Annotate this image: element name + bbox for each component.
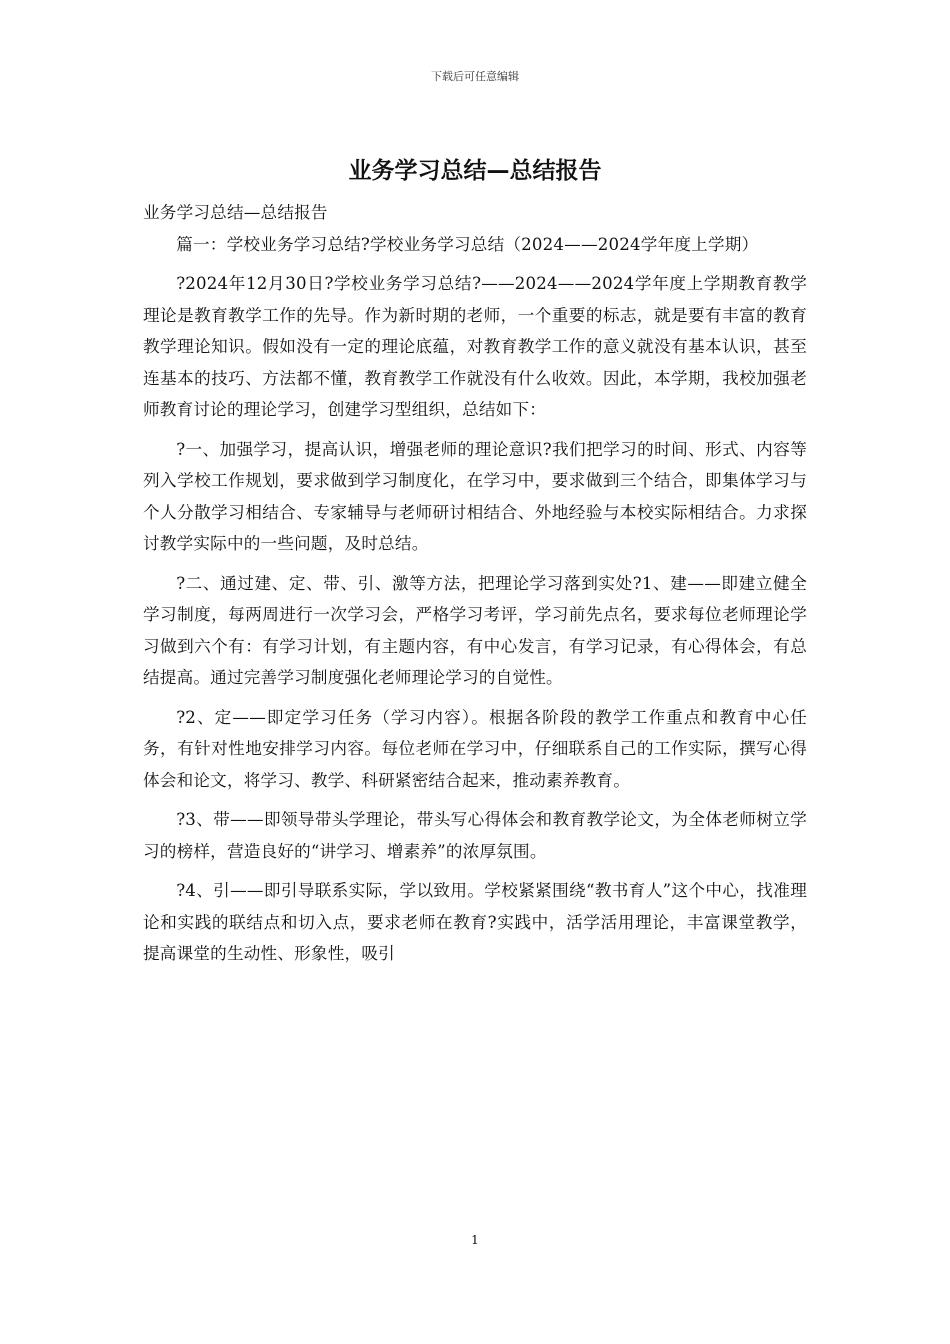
page-header: 下载后可任意编辑 bbox=[431, 70, 519, 83]
paragraph: ?2024年12月30日?学校业务学习总结?——2024——2024学年度上学期教育教学理论是教育教学工作的先导。作为新时期的老师，一个重要的标志，就是要有丰富的教育教学理论知识。假如没有一定的理论底蕴，对教育教学工作的意义就没有基本认识，甚至连基本的技巧、方法都不懂，教育教学工作就没有什么收效。因此，本学期，我校加强老师教育讨论的理论学习，创建学习型组织，总结如下： bbox=[143, 274, 807, 419]
document-title: 业务学习总结—总结报告 bbox=[348, 158, 602, 184]
subtitle-paragraph: 业务学习总结—总结报告 bbox=[143, 203, 328, 222]
paragraph: 篇一：学校业务学习总结?学校业务学习总结（2024——2024学年度上学期） bbox=[176, 234, 759, 254]
paragraph: ?3、带——即领导带头学理论，带头写心得体会和教育教学论文，为全体老师树立学习的榜样，营造良好的“讲学习、增素养”的浓厚氛围。 bbox=[143, 810, 807, 861]
document-body bbox=[143, 197, 807, 978]
paragraph: ?4、引——即引导联系实际，学以致用。学校紧紧围绕“教书育人”这个中心，找准理论和实践的联结点和切入点，要求老师在教育?实践中，活学活用理论，丰富课堂教学，提高课堂的生动性、形象性，吸引 bbox=[143, 881, 807, 963]
paragraph: ?2、定——即定学习任务（学习内容）。根据各阶段的教学工作重点和教育中心任务，有针对性地安排学习内容。每位老师在学习中，仔细联系自己的工作实际，撰写心得体会和论文，将学习、教学、科研紧密结合起来，推动素养教育。 bbox=[143, 707, 807, 790]
paragraph: ?一、加强学习，提高认识，增强老师的理论意识?我们把学习的时间、形式、内容等列入学校工作规划，要求做到学习制度化，在学习中，要求做到三个结合，即集体学习与个人分散学习相结合、专家辅导与老师研讨相结合、外地经验与本校实际相结合。力求探讨教学实际中的一些问题，及时总结。 bbox=[143, 439, 807, 553]
paragraph: ?二、通过建、定、带、引、激等方法，把理论学习落到实处?1、建——即建立健全学习制度，每两周进行一次学习会，严格学习考评，学习前先点名，要求每位老师理论学习做到六个有：有学习计划，有主题内容，有中心发言，有学习记录，有心得体会，有总结提高。通过完善学习制度强化老师理论学习的自觉性。 bbox=[143, 573, 807, 687]
page-number: 1 bbox=[471, 1233, 479, 1247]
